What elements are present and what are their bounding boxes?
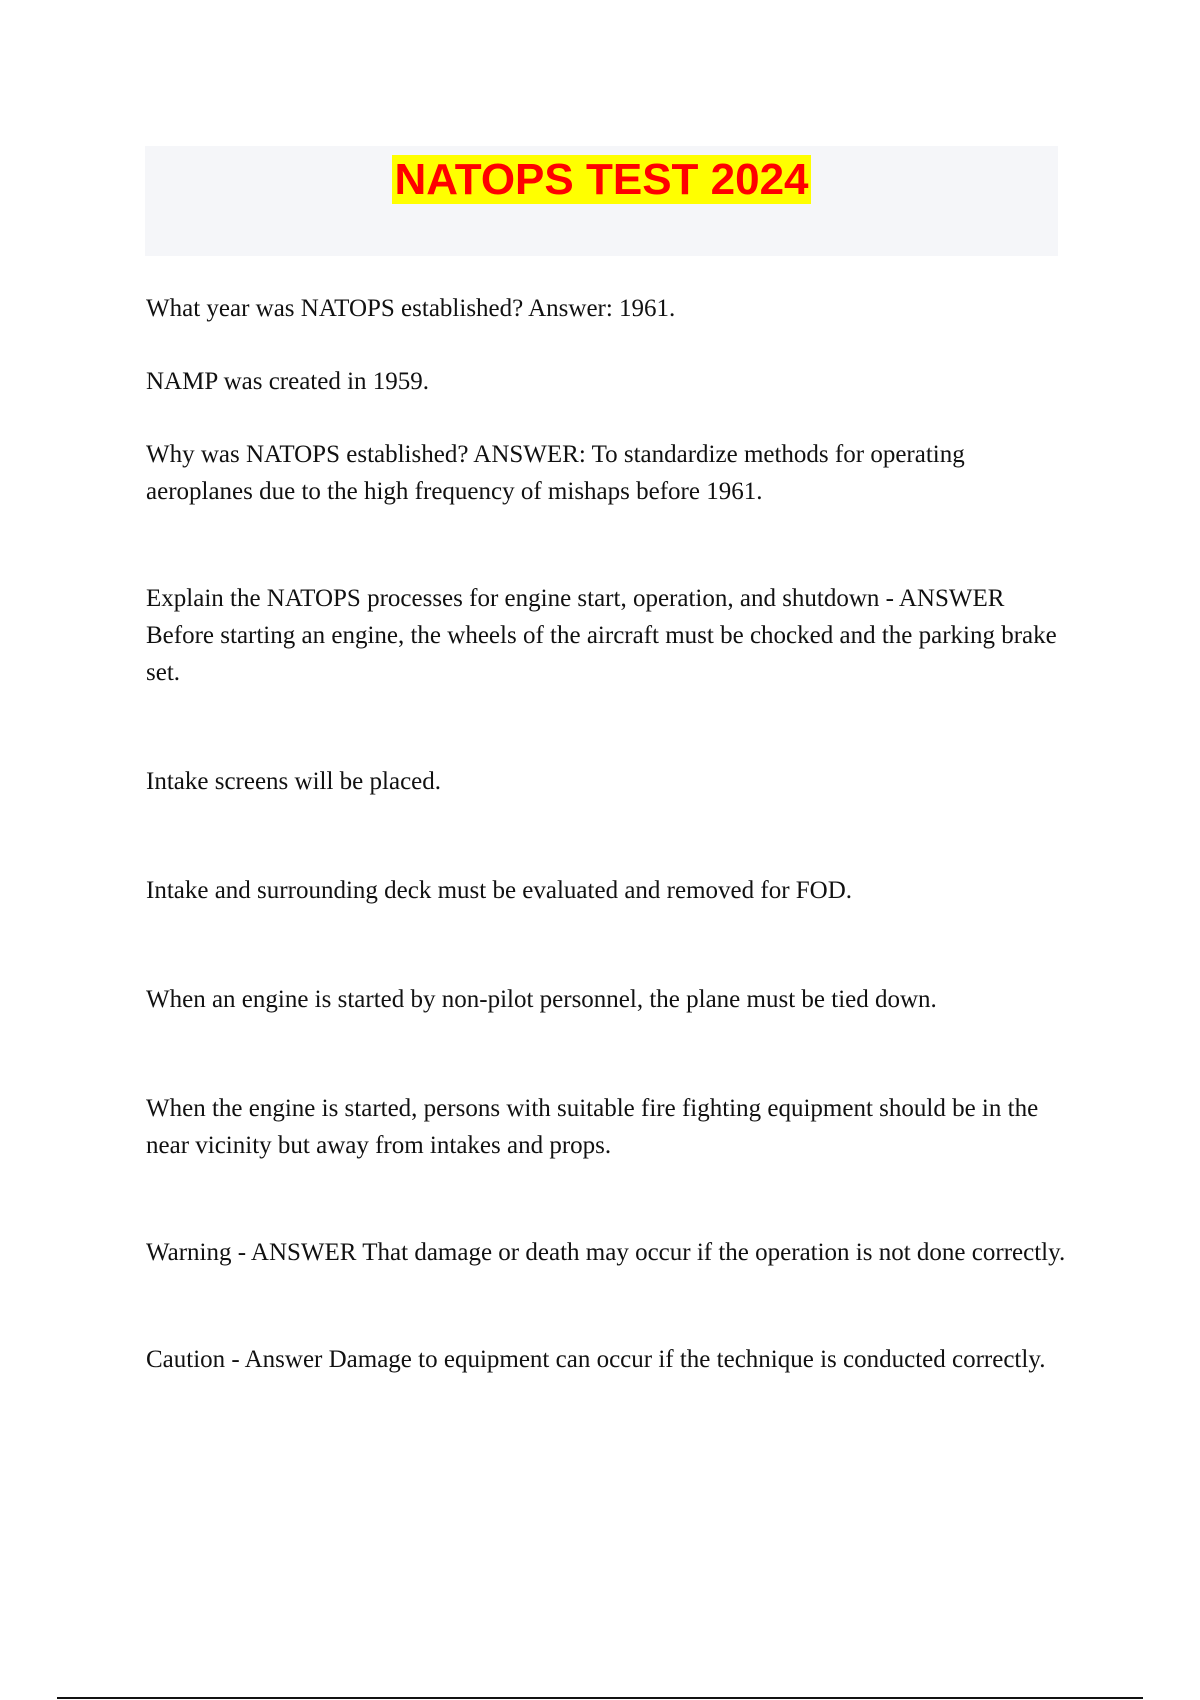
bottom-divider bbox=[57, 1697, 1143, 1699]
title-band bbox=[145, 146, 1058, 256]
paragraph-fire-fighting: When the engine is started, persons with suitable fire fighting equipment should be in the near vicinity but away from intakes and props. bbox=[146, 1095, 1039, 1159]
paragraph-intake-fod: Intake and surrounding deck must be evaluated and removed for FOD. bbox=[146, 877, 853, 904]
paragraph-why-established: Why was NATOPS established? ANSWER: To standardize methods for operating aeroplanes due to the high frequency of mishaps before 1961. bbox=[146, 441, 965, 505]
paragraph-caution: Caution - Answer Damage to equipment can occur if the technique is conducted correctly. bbox=[146, 1346, 1046, 1373]
document-body bbox=[146, 290, 1066, 1378]
paragraph-engine-processes: Explain the NATOPS processes for engine start, operation, and shutdown - ANSWER Before starting an engine, the wheels of the aircraft must be chocked and the parking brake set. bbox=[146, 585, 1057, 686]
paragraph-warning: Warning - ANSWER That damage or death may occur if the operation is not done correctly. bbox=[146, 1239, 1066, 1266]
paragraph-intake-screens: Intake screens will be placed. bbox=[146, 768, 442, 795]
paragraph-year-established: What year was NATOPS established? Answer: 1961. bbox=[146, 295, 676, 322]
page-title bbox=[145, 152, 1058, 208]
page-title-text: NATOPS TEST 2024 bbox=[394, 155, 809, 204]
paragraph-namp-created: NAMP was created in 1959. bbox=[146, 368, 430, 395]
paragraph-tied-down: When an engine is started by non-pilot personnel, the plane must be tied down. bbox=[146, 986, 937, 1013]
